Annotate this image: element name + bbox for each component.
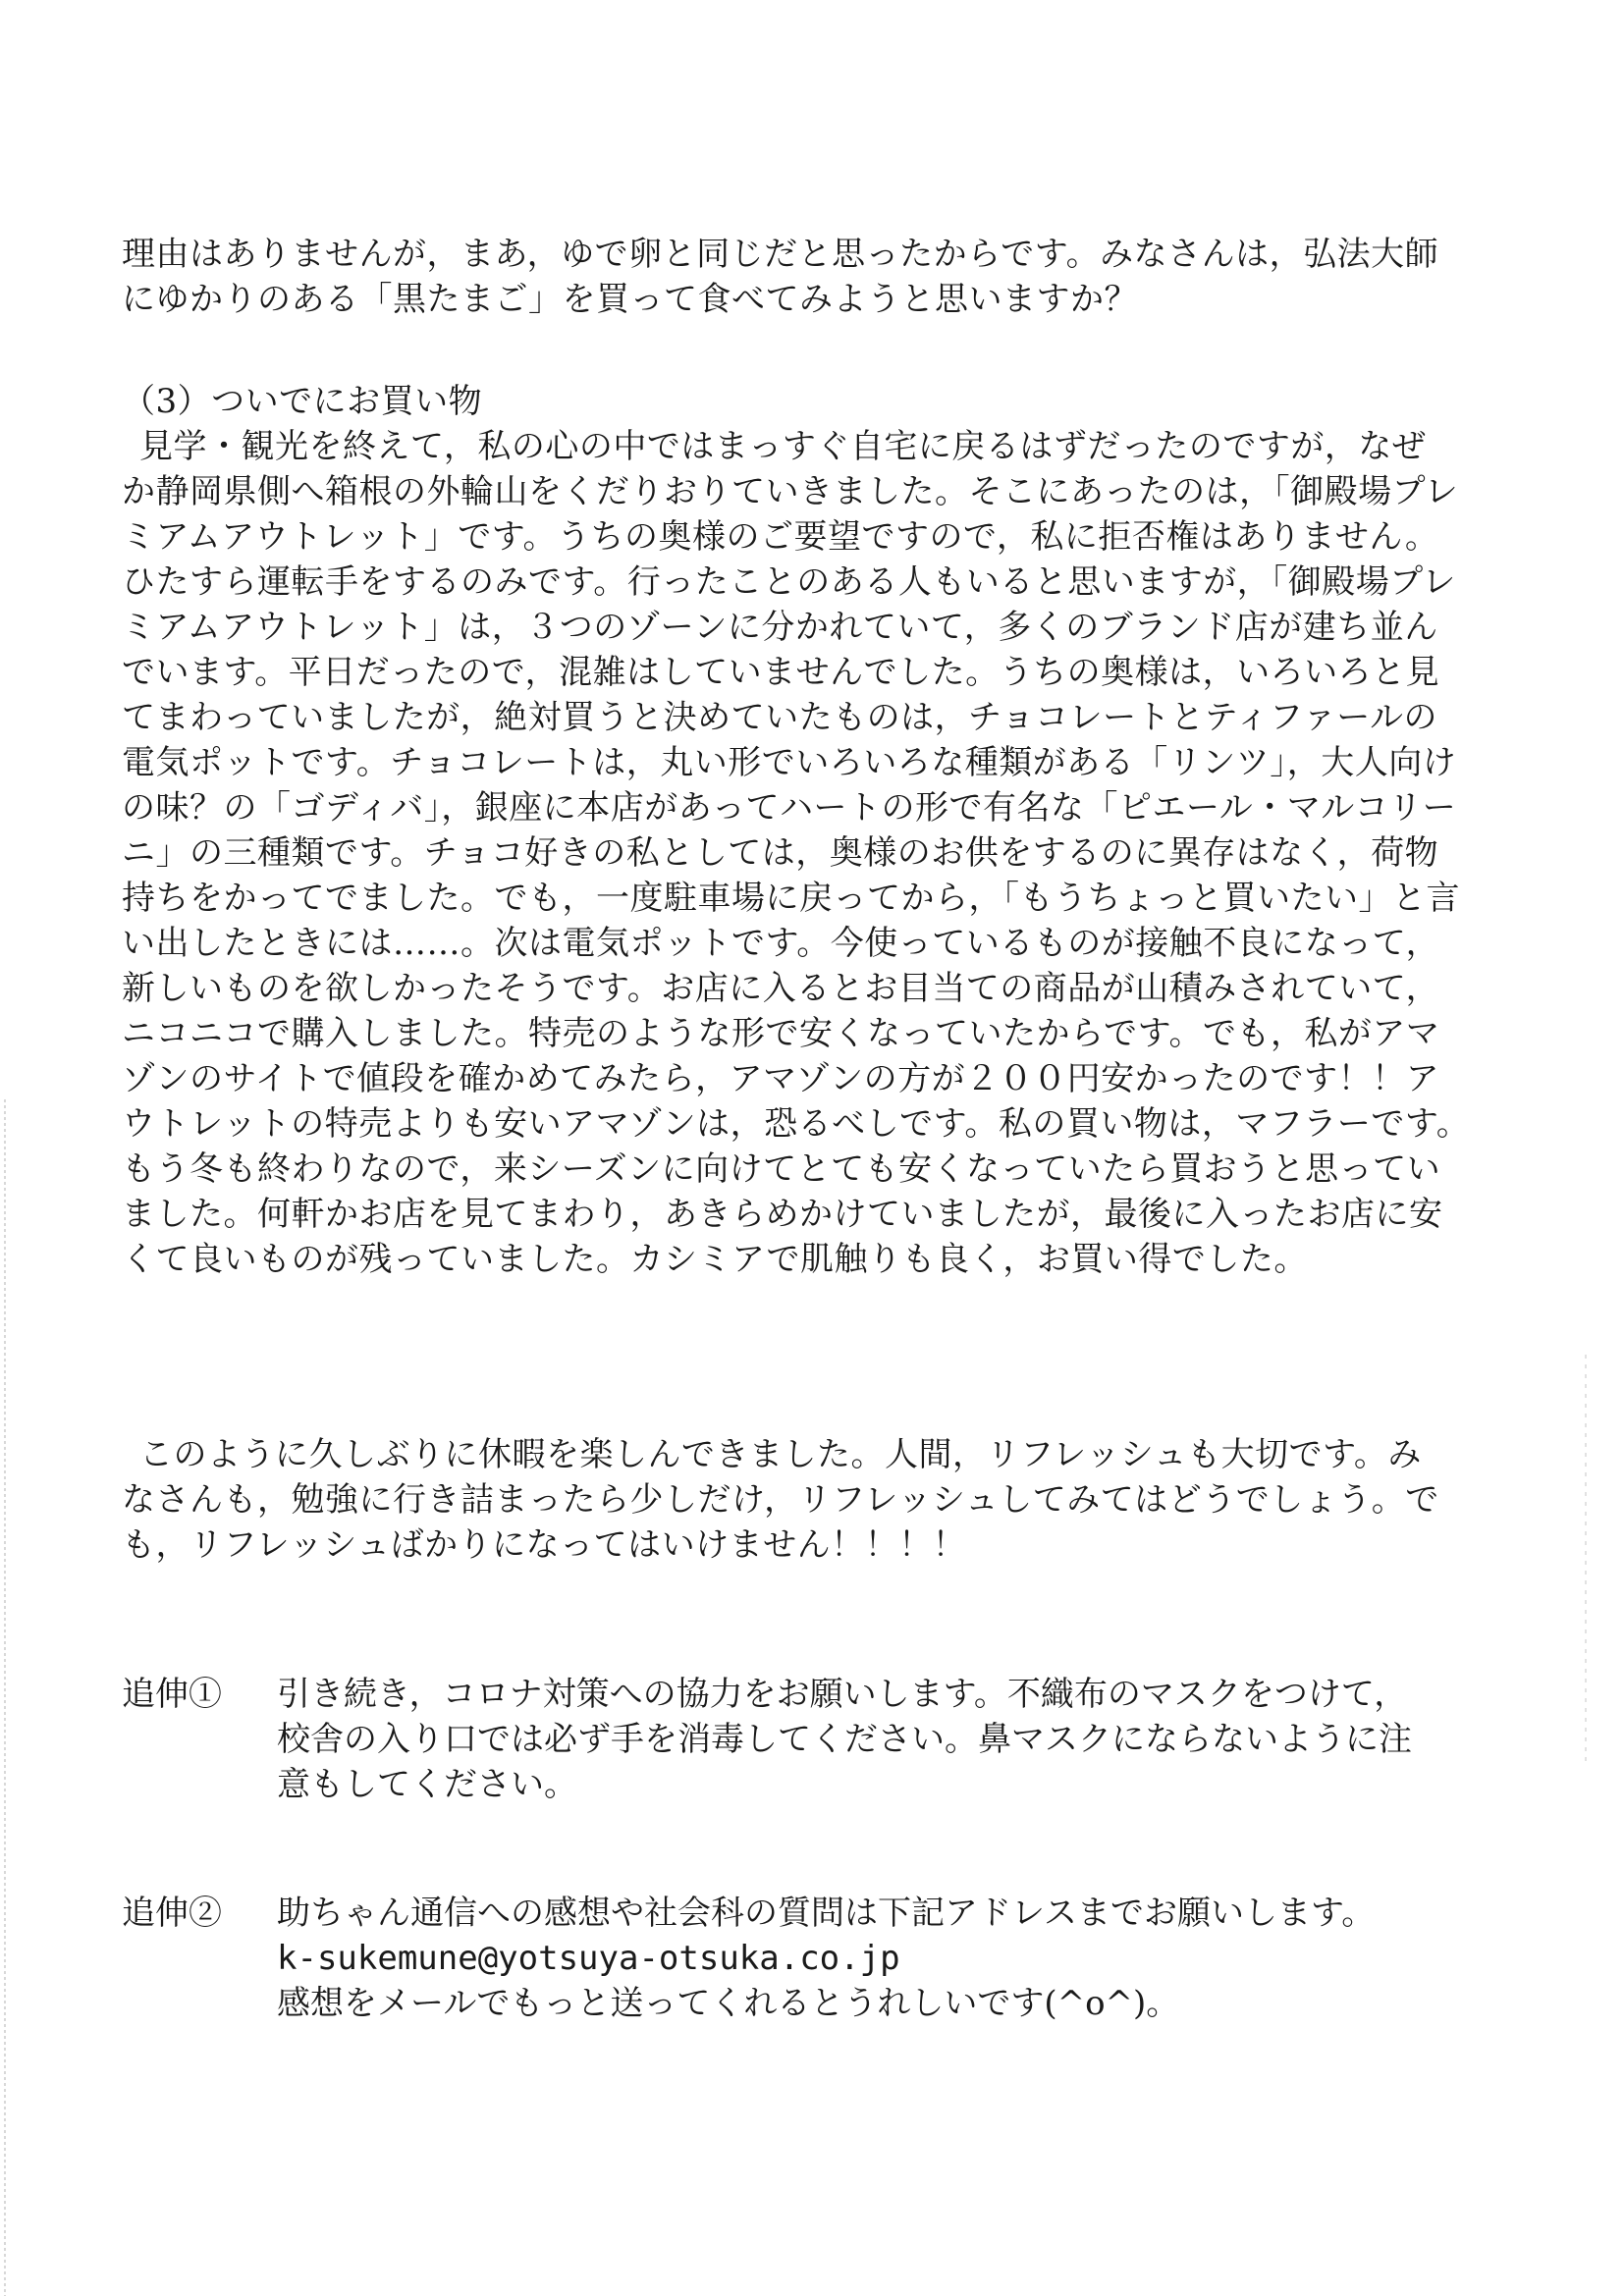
closing-line-3: も，リフレッシュばかりになってはいけません！！！！ <box>122 1525 967 1565</box>
section3-line-6: でいます。平日だったので，混雑はしていませんでした。うちの奥様は，いろいろと見 <box>122 653 1440 692</box>
section3-line-15: ゾンのサイトで値段を確かめてみたら，アマゾンの方が２００円安かったのです！！ア <box>122 1059 1440 1098</box>
postscript-2-line-1: 助ちゃん通信への感想や社会科の質問は下記アドレスまでお願いします。 <box>277 1894 1376 1933</box>
closing-line-2: なさんも，勉強に行き詰まったら少しだけ，リフレッシュしてみてはどうでしょう。で <box>122 1480 1439 1520</box>
section3-line-9: の味？の「ゴディバ」，銀座に本店があってハートの形で有名な「ピエール・マルコリー <box>122 788 1457 828</box>
section3-line-17: もう冬も終わりなので，来シーズンに向けてとても安くなっていたら買おうと思ってい <box>122 1149 1441 1189</box>
section3-line-3: ミアムアウトレット」です。うちの奥様のご要望ですので，私に拒否権はありません。 <box>122 517 1439 557</box>
postscript-2-line-3: 感想をメールでもっと送ってくれるとうれしいです(^o^)。 <box>277 1984 1180 2023</box>
section3-line-4: ひたすら運転手をするのみです。行ったことのある人もいると思いますが，「御殿場プレ <box>122 562 1456 602</box>
closing-line-1: このように久しぶりに休暇を楽しんできました。人間，リフレッシュも大切です。み <box>139 1435 1422 1474</box>
section3-line-13: 新しいものを欲しかったそうです。お店に入るとお目当ての商品が山積みされていて， <box>122 969 1440 1008</box>
postscript-1-line-2: 校舎の入り口では必ず手を消毒してください。鼻マスクにならないように注 <box>277 1720 1412 1759</box>
section3-line-10: ニ」の三種類です。チョコ好きの私としては，奥様のお供をするのに異存はなく，荷物 <box>122 833 1439 873</box>
section3-line-1: 見学・観光を終えて，私の心の中ではまっすぐ自宅に戻るはずだったのですが，なぜ <box>139 427 1427 466</box>
postscript-2-label: 追伸② <box>122 1894 222 1933</box>
section3-line-8: 電気ポットです。チョコレートは，丸い形でいろいろな種類がある「リンツ」，大人向け <box>122 743 1457 782</box>
intro-line-1: 理由はありませんが，まあ，ゆで卵と同じだと思ったからです。みなさんは，弘法大師 <box>122 235 1439 274</box>
section3-heading: （3）ついでにお買い物 <box>122 382 483 421</box>
section3-line-7: てまわっていましたが，絶対買うと決めていたものは，チョコレートとティファールの <box>122 698 1438 737</box>
postscript-1-line-3: 意もしてください。 <box>277 1765 577 1804</box>
section3-line-12: い出したときには……。次は電気ポットです。今使っているものが接触不良になって， <box>122 924 1440 963</box>
section3-line-19: くて良いものが残っていました。カシミアで肌触りも良く，お買い得でした。 <box>122 1240 1308 1279</box>
section3-line-5: ミアムアウトレット」は，３つのゾーンに分かれていて，多くのブランド店が建ち並ん <box>122 608 1438 647</box>
section3-line-14: ニコニコで購入しました。特売のような形で安くなっていたからです。でも，私がアマ <box>122 1014 1440 1053</box>
section3-line-11: 持ちをかってでました。でも，一度駐車場に戻ってから，「もうちょっと買いたい」と言 <box>122 879 1460 918</box>
intro-line-2: にゆかりのある「黒たまご」を買って食べてみようと思いますか？ <box>122 280 1138 319</box>
postscript-1-label: 追伸① <box>122 1675 222 1714</box>
section3-line-2: か静岡県側へ箱根の外輪山をくだりおりていきました。そこにあったのは，「御殿場プレ <box>122 472 1459 511</box>
contact-email: k-sukemune@yotsuya-otsuka.co.jp <box>277 1939 900 1978</box>
section3-line-16: ウトレットの特売よりも安いアマゾンは，恐るべしです。私の買い物は，マフラーです。 <box>122 1104 1471 1144</box>
scan-edge-left <box>4 1099 6 2296</box>
section3-line-18: ました。何軒かお店を見てまわり，あきらめかけていましたが，最後に入ったお店に安 <box>122 1195 1443 1234</box>
scan-edge-right <box>1585 1355 1587 1767</box>
postscript-1-line-1: 引き続き，コロナ対策への協力をお願いします。不織布のマスクをつけて， <box>277 1675 1408 1714</box>
